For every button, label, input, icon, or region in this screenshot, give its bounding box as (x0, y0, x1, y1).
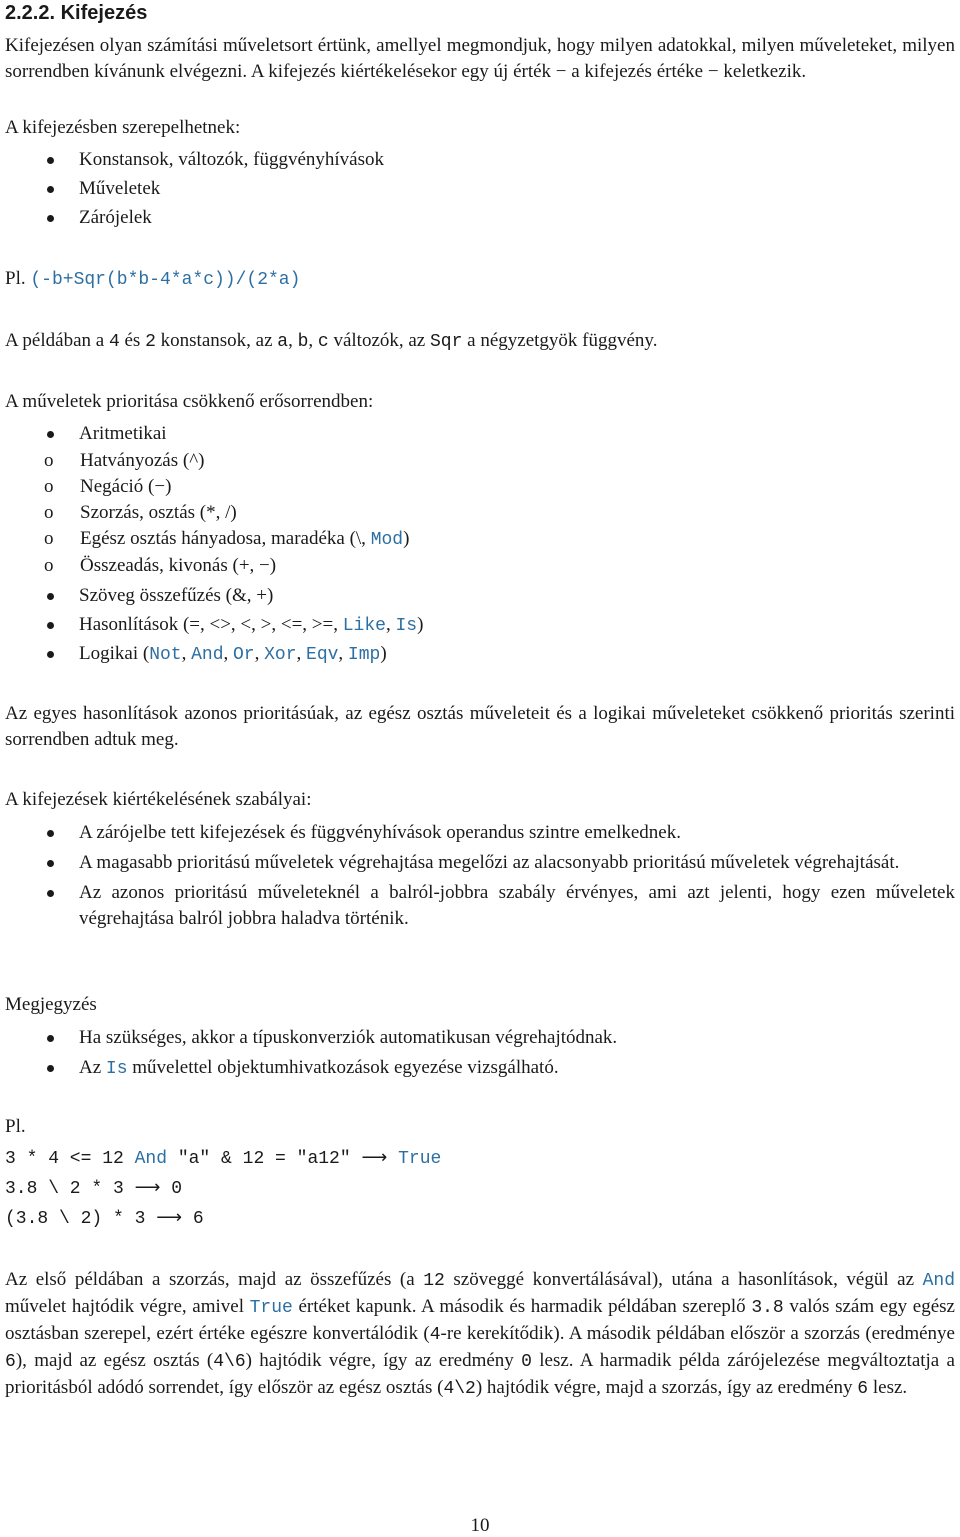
sub-list-item: o Összeadás, kivonás (+, −) (44, 555, 277, 576)
bullet-icon (47, 830, 54, 837)
code-line-1: 3 * 4 <= 12 And "a" & 12 = "a12" ⟶ True (5, 1147, 442, 1169)
priority-lead: A műveletek prioritása csökkenő erősorrendben: (5, 391, 374, 412)
bullet-icon (47, 157, 54, 164)
arrow-icon: ⟶ (134, 1177, 161, 1198)
list-item: A magasabb prioritású műveletek végrehajtása megelőzi az alacsonyabb prioritású műveletek végrehajtását. (5, 850, 955, 876)
bullet-icon (47, 593, 54, 600)
list-item: Műveletek (5, 176, 955, 205)
section-number: 2.2.2. (5, 2, 56, 24)
bullet-icon (47, 431, 54, 438)
intro-paragraph: Kifejezésen olyan számítási műveletsort értünk, amellyel megmondjuk, hogy milyen adatokkal, milyen műveleteket, milyen sorrendben kívánunk elvégezni. A kifejezés kiértékelésekor egy új érték − a kifejezés értéke − keletkezik. (5, 35, 955, 82)
list-item: Ha szükséges, akkor a típuskonverziók automatikusan végrehajtódnak. (5, 1025, 955, 1055)
example2-prefix: Pl. (5, 1116, 26, 1137)
equal-priority-paragraph: Az egyes hasonlítások azonos prioritásúak, az egész osztás műveleteit és a logikai műveleteket csökkenő prioritás szerinti sorrendben adtuk meg. (5, 703, 955, 750)
list-item: Az azonos prioritású műveleteknél a balról-jobbra szabály érvényes, ami azt jelenti, hogy ezen műveletek végrehajtása balról jobbra haladva történik. (5, 880, 955, 932)
arrow-icon: ⟶ (361, 1147, 388, 1168)
sub-list-item: o Egész osztás hányadosa, maradéka (\, Mod) (44, 528, 410, 550)
list-item: Hasonlítások (=, <>, <, >, <=, >=, Like, Is) (5, 612, 955, 641)
section-heading (5, 2, 147, 25)
note-list (5, 1025, 955, 1082)
sub-list-item: o Hatványozás (^) (44, 450, 205, 471)
list-item: Aritmetikai o Hatványozás (^) o Negáció (−) o Szorzás, osztás (*, /) o Egész osztás hányadosa, maradéka (\, Mod) o Összeadás, kivonás (+, −) (5, 421, 955, 579)
list-item: Az Is művelettel objektumhivatkozások egyezése vizsgálható. (5, 1055, 955, 1082)
list-item: Szöveg összefűzés (&, +) (5, 583, 955, 612)
arrow-icon: ⟶ (156, 1207, 183, 1228)
bullet-icon (47, 622, 54, 629)
rules-lead: A kifejezések kiértékelésének szabályai: (5, 789, 312, 810)
page-number: 10 (470, 1515, 490, 1536)
sub-list-item: o Negáció (−) (44, 476, 172, 497)
final-paragraph: Az első példában a szorzás, majd az összefűzés (a 12 szöveggé konvertálásával), utána a hasonlítások, végül az And művelet hajtódik végre, amivel True értéket kapunk. A második és harmadik példában szereplő 3.8 valós szám egy egész osztásban szerepel, ezért értéke egészre konvertálódik (4-re kerekítődik). A második példában először a szorzás (eredménye 6), majd az egész osztás (4\6) hajtódik végre, így az eredmény 0 lesz. A harmadik példa zárójelezése megváltoztatja a prioritásból adódó sorrendet, így először az egész osztás (4\2) hajtódik végre, majd a szorzás, így az eredmény 6 lesz. (5, 1269, 955, 1399)
bullet-icon (47, 860, 54, 867)
code-line-2: 3.8 \ 2 * 3 ⟶ 0 (5, 1177, 183, 1199)
list-item: Zárójelek (5, 205, 955, 234)
priority-list (5, 421, 955, 670)
example1-line (5, 266, 955, 293)
list-item: A zárójelbe tett kifejezések és függvényhívások operandus szintre emelkednek. (5, 820, 955, 846)
code-line-3: (3.8 \ 2) * 3 ⟶ 6 (5, 1207, 204, 1229)
sub-list-item: o Szorzás, osztás (*, /) (44, 502, 237, 523)
bullet-icon (47, 651, 54, 658)
bullet-icon (47, 1035, 54, 1042)
bullet-icon (47, 890, 54, 897)
note-lead: Megjegyzés (5, 994, 97, 1015)
example-prefix: Pl. (5, 268, 26, 289)
example-code: (-b+Sqr(b*b-4*a*c))/(2*a) (30, 270, 301, 290)
bullet-icon (47, 186, 54, 193)
intro-lead: A kifejezésben szerepelhetnek: (5, 117, 241, 138)
arith-sublist (5, 448, 955, 579)
list-item: Konstansok, változók, függvényhívások (5, 147, 955, 176)
bullet-icon (47, 1065, 54, 1072)
bullet-icon (47, 215, 54, 222)
section-title: Kifejezés (60, 2, 148, 24)
intro-list (5, 147, 955, 234)
example1-explanation: A példában a 4 és 2 konstansok, az a, b, c változók, az Sqr a négyzetgyök függvény. (5, 330, 658, 352)
list-item: Logikai (Not, And, Or, Xor, Eqv, Imp) (5, 641, 955, 670)
rules-list (5, 820, 955, 932)
